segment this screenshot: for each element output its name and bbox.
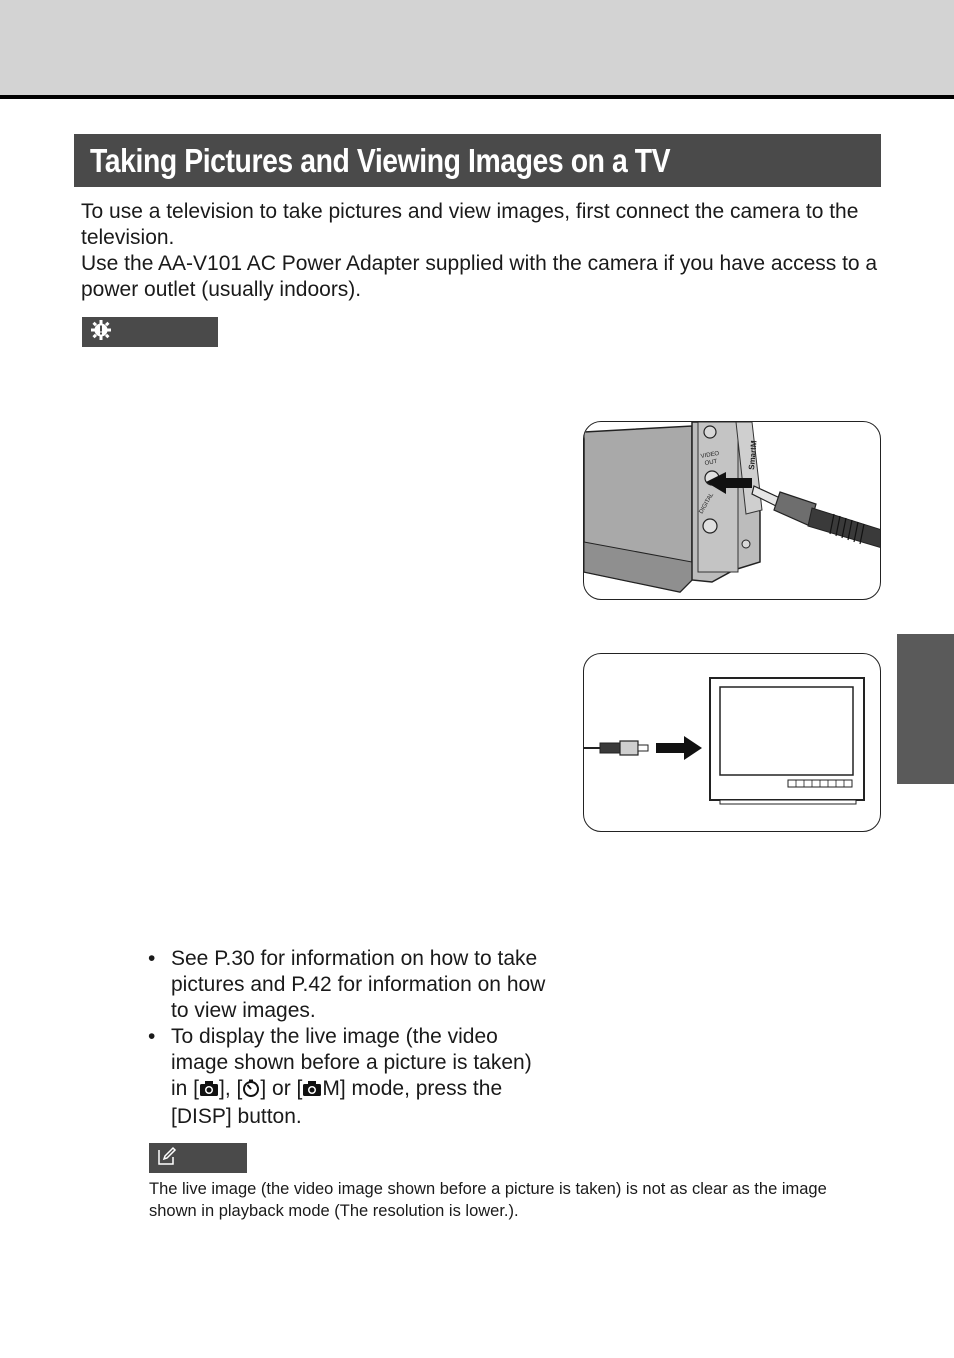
list-item [148, 946, 548, 1024]
manual-camera-mode-icon [302, 1078, 322, 1104]
bullet-2-text-after: ] mode, press the [DISP] button. [171, 1077, 503, 1128]
pencil-note-icon [157, 1146, 177, 1171]
intro-paragraph-2: Use the AA-V101 AC Power Adapter supplied with the camera if you have access to a power outlet (usually indoors). [81, 252, 878, 301]
bullet-list [148, 946, 548, 1130]
video-out-label-1: VIDEO [700, 450, 720, 460]
bullet-text-1: See P.30 for information on how to take pictures and P.42 for information on how to view images. [171, 947, 546, 1022]
header-rule [0, 95, 954, 99]
camera-mode-icon [199, 1078, 219, 1104]
page-title-text: Taking Pictures and Viewing Images on a TV [90, 142, 671, 179]
bullet-2-sep2: ] or [ [260, 1077, 303, 1100]
manual-mode-letter: M [322, 1077, 340, 1100]
camera-port-drawing [584, 422, 881, 600]
note-text: The live image (the video image shown before a picture is taken) is not as clear as the image shown in playback mode (The resolution is lower.). [149, 1180, 827, 1220]
page-title [74, 134, 881, 187]
bullet-2-sep1: ], [ [219, 1077, 243, 1100]
bullet-2-text-before: To display the live image (the video image shown before a picture is taken) in [ [171, 1025, 532, 1100]
intro-text [81, 199, 881, 303]
bullet-mark: • [148, 1025, 156, 1048]
camera-connection-illustration [583, 421, 881, 600]
bullet-text-2 [148, 1024, 548, 1130]
intro-paragraph-1: To use a television to take pictures and view images, first connect the camera to the television. [81, 200, 859, 249]
chapter-side-tab [897, 634, 954, 784]
video-out-label-2: OUT [704, 458, 718, 467]
card-slot-label: SmartM [747, 440, 759, 471]
header-band [0, 0, 954, 96]
digital-port-label: DIGITAL [698, 492, 716, 515]
tv-drawing [584, 654, 881, 832]
note-badge [149, 1143, 247, 1173]
bullet-mark: • [148, 947, 156, 970]
caution-icon [90, 320, 112, 345]
tv-connection-illustration [583, 653, 881, 832]
list-item [148, 1024, 548, 1130]
self-timer-icon [242, 1078, 260, 1104]
caution-badge [82, 317, 218, 347]
